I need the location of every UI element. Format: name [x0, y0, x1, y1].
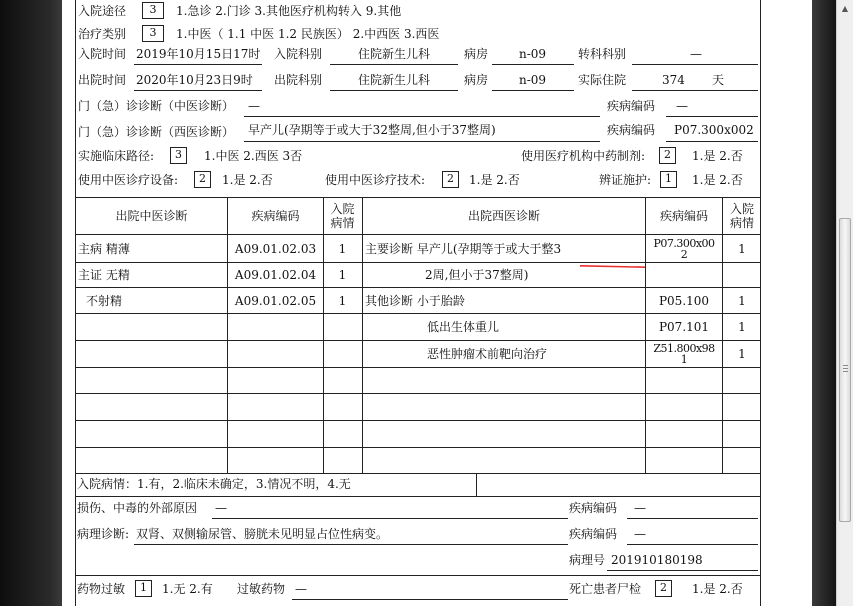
drug-allergy-label: 药物过敏 — [77, 582, 126, 596]
underline — [607, 570, 758, 571]
admission-ward-value: n-09 — [519, 47, 547, 61]
row0-wm-code: P07.300x00 2 — [653, 236, 715, 261]
row0-tcm-condition: 1 — [338, 241, 347, 256]
pathology-value: 双肾、双侧输尿管、膀胱未见明显占位性病变。 — [136, 527, 389, 541]
row1-wm-code — [646, 263, 722, 287]
row3-wm-code: P07.101 — [658, 320, 710, 334]
discharge-ward-label: 病房 — [464, 73, 489, 87]
drug-allergy-box: 1 — [135, 580, 152, 597]
header-tcm-code: 疾病编码 — [251, 209, 300, 223]
left-window-frame — [0, 0, 62, 606]
header-wm-condition: 入院 病情 — [729, 202, 754, 230]
row1-tcm-condition: 1 — [338, 268, 347, 282]
table-row-line — [75, 393, 761, 394]
section-line — [75, 575, 761, 576]
row2-wm-diagnosis: 其他诊断 小于胎龄 — [365, 293, 465, 308]
red-annotation-underline — [580, 265, 645, 268]
stay-days-unit: 天 — [712, 73, 725, 87]
row0-tcm-code: A09.01.02.03 — [234, 241, 317, 256]
injury-cause-value: — — [215, 501, 227, 515]
row1-wm-condition — [723, 263, 761, 287]
transfer-dept-label: 转科科别 — [578, 47, 627, 61]
admission-ward-label: 病房 — [464, 47, 489, 61]
injury-code-label: 疾病编码 — [569, 501, 618, 515]
transfer-dept-value: — — [690, 47, 702, 61]
clinical-pathway-options: 1.中医 2.西医 3否 — [204, 149, 303, 163]
underline — [134, 90, 262, 91]
syndrome-nursing-options: 1.是 2.否 — [692, 173, 743, 187]
clinical-pathway-box: 3 — [170, 147, 187, 164]
allergy-drug-value: — — [295, 582, 307, 596]
syndrome-nursing-label: 辨证施护: — [599, 173, 652, 187]
underline — [244, 141, 600, 142]
outpatient-tcm-value: — — [248, 99, 260, 113]
drug-allergy-options: 1.无 2.有 — [162, 582, 213, 596]
section-line — [75, 496, 761, 497]
row4-tcm-code — [228, 341, 323, 367]
row3-wm-condition: 1 — [738, 320, 746, 334]
underline — [632, 90, 758, 91]
grip-line — [843, 371, 848, 372]
row1-wm-diagnosis: 2周,但小于37整周) — [425, 268, 529, 282]
scroll-thumb[interactable] — [839, 218, 851, 522]
outpatient-wm-value: 早产儿(孕期等于或大于32整周,但小于37整周) — [248, 123, 496, 137]
discharge-dept-label: 出院科别 — [274, 73, 323, 87]
outpatient-wm-code-label: 疾病编码 — [607, 123, 656, 137]
stay-days-label: 实际住院 — [578, 73, 627, 87]
pathology-number-label: 病理号 — [569, 553, 606, 567]
treatment-type-label: 治疗类别 — [78, 27, 127, 41]
row0-tcm-diagnosis: 主病 精薄 — [78, 241, 130, 256]
tcm-equipment-box: 2 — [194, 171, 211, 188]
vertical-scrollbar[interactable] — [836, 0, 853, 606]
underline — [330, 90, 458, 91]
treatment-type-options: 1.中医（ 1.1 中医 1.2 民族医） 2.中西医 3.西医 — [176, 27, 440, 41]
row2-tcm-code: A09.01.02.05 — [234, 293, 317, 308]
discharge-time-label: 出院时间 — [78, 73, 127, 87]
pathology-number-value: 201910180198 — [611, 553, 703, 567]
tcm-technique-label: 使用中医诊疗技术: — [325, 173, 426, 187]
tcm-equipment-options: 1.是 2.否 — [222, 173, 273, 187]
outpatient-wm-code: P07.300x002 — [674, 123, 754, 137]
row3-tcm-code — [228, 314, 323, 340]
underline — [492, 64, 574, 65]
underline — [134, 544, 568, 545]
underline — [134, 64, 262, 65]
table-col-line — [362, 197, 363, 474]
admission-time-value: 2019年10月15日17时 — [136, 47, 261, 61]
scroll-up-arrow-icon[interactable]: ▲ — [841, 4, 849, 13]
outpatient-tcm-code: — — [676, 99, 688, 113]
outpatient-tcm-code-label: 疾病编码 — [607, 99, 656, 113]
pathology-label: 病理诊断: — [77, 527, 130, 541]
institution-drug-label: 使用医疗机构中药制剂: — [521, 149, 646, 163]
row2-tcm-condition: 1 — [338, 293, 347, 308]
header-wm-code: 疾病编码 — [659, 209, 708, 223]
pathology-code-value: — — [634, 527, 646, 541]
underline — [292, 599, 568, 600]
discharge-dept-value: 住院新生儿科 — [358, 73, 431, 87]
right-shadow-strip — [812, 0, 836, 606]
row0-wm-diagnosis: 主要诊断 早产儿(孕期等于或大于整3 — [365, 241, 562, 256]
tcm-equipment-label: 使用中医诊疗设备: — [78, 173, 179, 187]
autopsy-options: 1.是 2.否 — [692, 582, 743, 596]
underline — [666, 116, 758, 117]
row4-wm-diagnosis: 恶性肿瘤术前靶向治疗 — [427, 347, 548, 361]
allergy-drug-label: 过敏药物 — [237, 582, 286, 596]
header-wm-diagnosis: 出院西医诊断 — [467, 209, 540, 223]
admission-dept-label: 入院科别 — [274, 47, 323, 61]
tcm-technique-options: 1.是 2.否 — [469, 173, 520, 187]
row2-wm-condition: 1 — [738, 293, 746, 308]
underline — [244, 116, 600, 117]
admission-condition-legend: 入院病情：1.有，2.临床未确定，3.情况不明，4.无 — [77, 477, 351, 491]
clinical-pathway-label: 实施临床路径: — [78, 149, 155, 163]
discharge-time-value: 2020年10月23日9时 — [136, 73, 253, 87]
table-row-line — [75, 420, 761, 421]
admission-route-options: 1.急诊 2.门诊 3.其他医疗机构转入 9.其他 — [176, 4, 402, 18]
institution-drug-box: 2 — [659, 147, 676, 164]
row2-tcm-diagnosis: 不射精 — [86, 293, 123, 308]
underline — [330, 64, 458, 65]
header-tcm-diagnosis: 出院中医诊断 — [115, 209, 188, 223]
row3-wm-diagnosis: 低出生体重儿 — [427, 320, 500, 334]
discharge-ward-value: n-09 — [519, 73, 547, 87]
header-tcm-condition: 入院 病情 — [330, 202, 355, 230]
institution-drug-options: 1.是 2.否 — [692, 149, 743, 163]
row4-wm-code: Z51.800x98 1 — [653, 342, 715, 366]
row4-wm-condition: 1 — [738, 347, 746, 361]
treatment-type-box: 3 — [142, 25, 164, 42]
autopsy-label: 死亡患者尸检 — [569, 582, 642, 596]
grip-line — [843, 365, 848, 366]
medical-record-page — [62, 0, 812, 606]
legend-divider — [476, 474, 477, 496]
outpatient-tcm-label: 门（急）诊诊断（中医诊断） — [78, 99, 235, 113]
underline — [492, 90, 574, 91]
syndrome-nursing-box: 1 — [660, 171, 677, 188]
admission-route-box: 3 — [142, 2, 164, 19]
row3-tcm-condition — [323, 314, 362, 340]
row1-tcm-code: A09.01.02.04 — [234, 268, 317, 282]
admission-time-label: 入院时间 — [78, 47, 127, 61]
row4-tcm-condition — [323, 341, 362, 367]
row2-wm-code: P05.100 — [658, 293, 710, 308]
underline — [666, 141, 758, 142]
stay-days-value: 374 — [662, 73, 685, 87]
underline — [627, 544, 758, 545]
injury-cause-label: 损伤、中毒的外部原因 — [77, 501, 198, 515]
table-row-line — [75, 367, 761, 368]
table-row-line — [75, 447, 761, 448]
outpatient-wm-label: 门（急）诊诊断（西医诊断） — [78, 125, 235, 139]
underline — [212, 518, 568, 519]
admission-route-label: 入院途径 — [78, 4, 127, 18]
row1-tcm-diagnosis: 主证 无精 — [78, 268, 130, 282]
underline — [627, 518, 758, 519]
admission-dept-value: 住院新生儿科 — [358, 47, 431, 61]
autopsy-box: 2 — [655, 580, 672, 597]
underline — [632, 64, 758, 65]
form-left-border — [75, 0, 76, 606]
table-bottom-border — [75, 473, 761, 474]
injury-code-value: — — [634, 501, 646, 515]
grip-line — [843, 368, 848, 369]
pathology-code-label: 疾病编码 — [569, 527, 618, 541]
tcm-technique-box: 2 — [442, 171, 459, 188]
row0-wm-condition: 1 — [738, 241, 746, 256]
